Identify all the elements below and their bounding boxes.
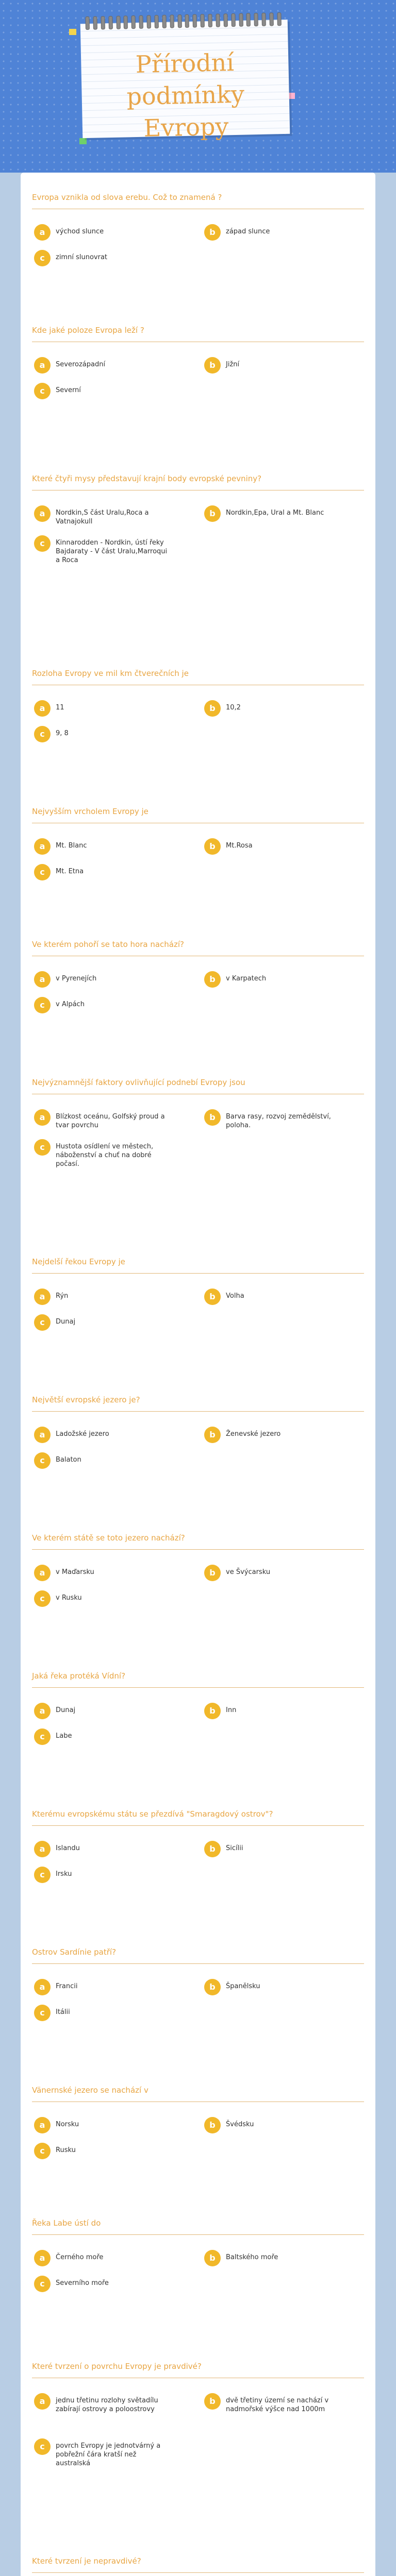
decor-tape-top (69, 29, 76, 35)
answer-text: Severního moře (56, 2279, 109, 2287)
spiral-ring (170, 14, 174, 28)
answer-text: Kinnarodden - Nordkin, ústí řeky Bajdaraty - V část Uralu,Marroqui a Roca (56, 539, 168, 564)
answer-text: Dunaj (56, 1706, 76, 1714)
answer-badge[interactable]: c (34, 726, 51, 742)
answer-badge[interactable]: a (34, 971, 51, 988)
answer-text: Severozápadní (56, 361, 106, 368)
question-divider (32, 1825, 364, 1826)
spiral-ring (131, 15, 136, 29)
answer-text: v Alpách (56, 1001, 85, 1008)
quiz-question (32, 1533, 364, 1603)
quiz-question (32, 1809, 364, 1879)
quiz-question (32, 192, 364, 263)
answer-badge[interactable]: c (34, 1728, 51, 1745)
answer-badge[interactable]: b (204, 1841, 221, 1857)
spiral-ring (231, 13, 236, 27)
answer-badge[interactable]: c (34, 1139, 51, 1156)
answer-badge[interactable]: a (34, 2393, 51, 2410)
answer-text: Balaton (56, 1456, 81, 1464)
answer-text: 9, 8 (56, 730, 69, 737)
question-text: Ve kterém pohoří se tato hora nachází? (32, 940, 184, 949)
quiz-question (32, 2218, 364, 2289)
answer-text: 11 (56, 704, 64, 711)
spiral-ring (216, 14, 220, 27)
answer-text: ve Švýcarsku (226, 1568, 271, 1576)
quiz-question (32, 2556, 364, 2573)
question-text: Které čtyři mysy představují krajní body evropské pevniny? (32, 474, 262, 483)
answer-badge[interactable]: b (204, 1109, 221, 1126)
question-divider (32, 1273, 364, 1274)
spiral-ring (277, 12, 282, 26)
question-text: Vänernské jezero se nachází v (32, 2086, 148, 2095)
answer-text: Itálii (56, 2008, 70, 2016)
question-text: Ve kterém státě se toto jezero nachází? (32, 1533, 185, 1543)
answer-text: Mt.Rosa (226, 842, 253, 850)
quiz-question (32, 2085, 364, 2156)
spiral-ring (124, 15, 128, 29)
answer-badge[interactable]: a (34, 1565, 51, 1581)
answer-badge[interactable]: a (34, 1427, 51, 1443)
answer-badge[interactable]: a (34, 1289, 51, 1305)
answer-text: v Pyrenejích (56, 975, 97, 982)
answer-badge[interactable]: b (204, 357, 221, 374)
answer-badge[interactable]: a (34, 1109, 51, 1126)
answer-badge[interactable]: a (34, 224, 51, 241)
answer-badge[interactable]: a (34, 357, 51, 374)
question-divider (32, 1687, 364, 1688)
question-text: Ostrov Sardínie patří? (32, 1947, 117, 1957)
answer-text: zimní slunovrat (56, 253, 108, 261)
answer-badge[interactable]: a (34, 1841, 51, 1857)
answer-badge[interactable]: b (204, 2393, 221, 2410)
question-text: Řeka Labe ústí do (32, 2218, 101, 2228)
answer-badge[interactable]: c (34, 864, 51, 880)
answer-text: Labe (56, 1732, 72, 1740)
spiral-ring (254, 13, 259, 26)
answer-text: Mt. Blanc (56, 842, 87, 850)
spiral-ring (146, 15, 151, 28)
spiral-ring (101, 16, 105, 29)
quiz-question (32, 1077, 364, 1168)
question-divider (32, 2234, 364, 2235)
answer-text: Nordkin,S část Uralu,Roca a Vatnajokull (56, 509, 149, 526)
answer-text: Francii (56, 1982, 78, 1990)
answer-badge[interactable]: c (34, 1314, 51, 1331)
answer-text: Sicílii (226, 1844, 243, 1852)
title-line-2: Evropy (143, 112, 229, 142)
quiz-question (32, 1947, 364, 2018)
answer-badge[interactable]: c (34, 383, 51, 399)
question-text: Které tvrzení o povrchu Evropy je pravdivé? (32, 2362, 202, 2371)
answer-text: Ženevské jezero (226, 1430, 281, 1438)
answer-badge[interactable]: c (34, 2143, 51, 2159)
answer-badge[interactable]: b (204, 1289, 221, 1305)
question-text: Kde jaké poloze Evropa leží ? (32, 326, 144, 335)
question-text: Nejdelší řekou Evropy je (32, 1257, 125, 1266)
answer-text: Rýn (56, 1292, 69, 1300)
answer-badge[interactable]: a (34, 505, 51, 522)
spiral-ring (85, 16, 90, 30)
question-text: Rozloha Evropy ve mil km čtverečních je (32, 669, 189, 678)
quiz-question (32, 1671, 364, 1741)
spiral-ring (261, 13, 266, 26)
title-line-1: Přírodní podmínky (126, 48, 245, 111)
answer-badge[interactable]: b (204, 1427, 221, 1443)
answer-badge[interactable]: c (34, 1590, 51, 1607)
answer-badge[interactable]: b (204, 505, 221, 522)
spiral-ring (269, 12, 274, 26)
answer-text: v Maďarsku (56, 1568, 94, 1576)
question-text: Kterému evropskému státu se přezdívá "Smaragdový ostrov"? (32, 1809, 273, 1819)
answer-badge[interactable]: c (34, 2276, 51, 2292)
answer-text: Jižní (226, 361, 240, 368)
answer-badge[interactable]: a (34, 1979, 51, 1995)
spiral-ring (239, 13, 243, 27)
spiral-ring (185, 14, 190, 28)
spiral-ring (193, 14, 197, 27)
answer-badge[interactable]: c (34, 535, 51, 552)
quiz-question (32, 1257, 364, 1327)
answer-text: Švédsku (226, 2121, 254, 2128)
quiz-question (32, 668, 364, 739)
spiral-ring (162, 15, 167, 28)
hero-banner (0, 0, 396, 173)
answer-text: západ slunce (226, 228, 270, 235)
answer-badge[interactable]: a (34, 700, 51, 717)
page-title (81, 45, 290, 145)
answer-text: Blízkost oceánu, Golfský proud a tvar povrchu (56, 1113, 165, 1129)
answer-text: Inn (226, 1706, 237, 1714)
answer-badge[interactable]: b (204, 971, 221, 988)
answer-badge[interactable]: a (34, 2250, 51, 2266)
quiz-card (21, 173, 375, 2576)
answer-text: v Rusku (56, 1594, 82, 1602)
answer-badge[interactable]: b (204, 2117, 221, 2133)
notebook-paper (80, 20, 290, 142)
question-divider (32, 2572, 364, 2573)
answer-text: Baltského moře (226, 2253, 278, 2261)
quiz-question (32, 325, 364, 396)
answer-text: Hustota osídlení ve městech, náboženství a chuť na dobré počasí. (56, 1143, 154, 1168)
answer-badge[interactable]: c (34, 2438, 51, 2455)
answer-text: východ slunce (56, 228, 104, 235)
spiral-ring (177, 14, 182, 28)
notebook-spiral (85, 12, 281, 29)
answer-badge[interactable]: c (34, 2005, 51, 2021)
question-text: Největší evropské jezero je? (32, 1395, 140, 1404)
spiral-ring (139, 15, 144, 29)
answer-text: povrch Evropy je jednotvárný a pobřežní čára kratší než australská (56, 2442, 161, 2467)
answer-text: Španělsku (226, 1982, 260, 1990)
spiral-ring (154, 15, 159, 28)
answer-text: Irsku (56, 1870, 72, 1878)
answer-text: Rusku (56, 2146, 76, 2154)
spiral-ring (201, 14, 205, 27)
answer-badge[interactable]: b (204, 700, 221, 717)
question-text: Které tvrzení je nepravdivé? (32, 2556, 141, 2566)
spiral-ring (93, 16, 97, 30)
answer-badge[interactable]: c (34, 1867, 51, 1883)
answer-text: Norsku (56, 2121, 79, 2128)
quiz-question (32, 1395, 364, 1465)
answer-text: Barva rasy, rozvoj zemědělství, poloha. (226, 1113, 331, 1129)
answer-text: Ladožské jezero (56, 1430, 109, 1438)
question-divider (32, 1549, 364, 1550)
answer-text: Islandu (56, 1844, 80, 1852)
answer-badge[interactable]: b (204, 2250, 221, 2266)
spiral-ring (246, 13, 251, 26)
answer-badge[interactable]: a (34, 838, 51, 855)
spiral-ring (223, 13, 228, 27)
answer-badge[interactable]: c (34, 1452, 51, 1469)
spiral-ring (116, 16, 121, 29)
answer-badge[interactable]: c (34, 250, 51, 266)
answer-badge[interactable]: b (204, 224, 221, 241)
answer-badge[interactable]: a (34, 1703, 51, 1719)
quiz-question (32, 939, 364, 1010)
answer-text: Černého moře (56, 2253, 104, 2261)
answer-badge[interactable]: b (204, 1703, 221, 1719)
quiz-question (32, 806, 364, 877)
question-text: Evropa vznikla od slova erebu. Což to znamená ? (32, 193, 222, 202)
answer-text: Mt. Etna (56, 868, 84, 875)
answer-badge[interactable]: b (204, 1565, 221, 1581)
answer-text: 10,2 (226, 704, 241, 711)
question-text: Nejvyšším vrcholem Evropy je (32, 807, 148, 816)
quiz-question (32, 2361, 364, 2467)
quiz-question (32, 473, 364, 564)
question-divider (32, 1963, 364, 1964)
question-text: Nejvýznamnější faktory ovlivňující podnebí Evropy jsou (32, 1078, 245, 1087)
spiral-ring (108, 16, 113, 29)
answer-text: jednu třetinu rozlohy světadílu zabírají ostrovy a poloostrovy (56, 2397, 158, 2413)
question-text: Jaká řeka protéká Vídní? (32, 1671, 126, 1681)
answer-badge[interactable]: b (204, 1979, 221, 1995)
answer-text: v Karpatech (226, 975, 267, 982)
answer-text: Volha (226, 1292, 244, 1300)
answer-badge[interactable]: b (204, 838, 221, 855)
question-divider (32, 1411, 364, 1412)
answer-text: Nordkin,Epa, Ural a Mt. Blanc (226, 509, 324, 517)
answer-text: dvě třetiny území se nachází v nadmořské výšce nad 1000m (226, 2397, 329, 2413)
answer-badge[interactable]: a (34, 2117, 51, 2133)
answer-text: Dunaj (56, 1318, 76, 1326)
answer-text: Severní (56, 386, 81, 394)
answer-badge[interactable]: c (34, 997, 51, 1013)
spiral-ring (208, 14, 212, 27)
